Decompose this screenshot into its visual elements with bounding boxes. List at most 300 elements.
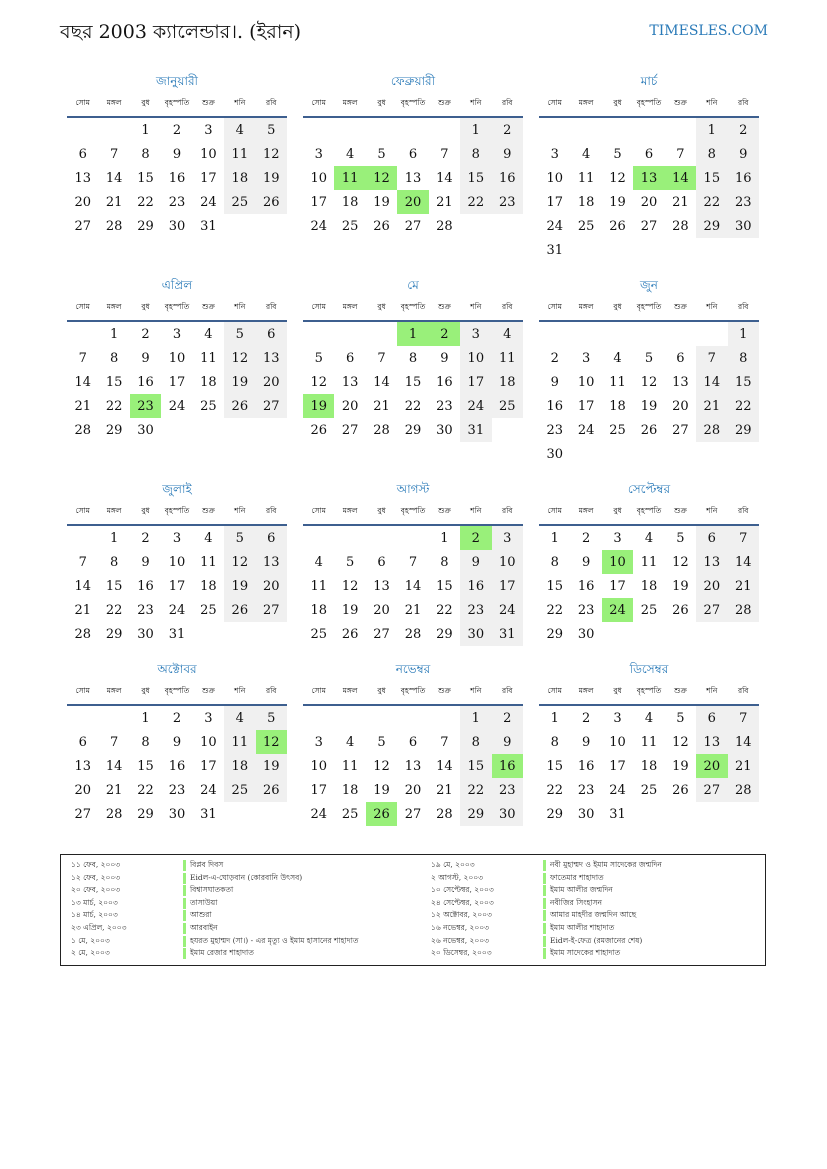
day-cell[interactable]: 15 [105, 374, 123, 390]
day-cell[interactable]: 24 [200, 782, 217, 798]
day-cell[interactable]: 5 [224, 321, 255, 346]
day-cell[interactable]: 16 [137, 578, 154, 594]
holiday-day[interactable]: 24 [602, 598, 633, 622]
day-cell[interactable]: 20 [256, 370, 287, 394]
day-cell[interactable]: 22 [105, 398, 123, 414]
day-cell[interactable]: 30 [168, 806, 186, 822]
day-cell[interactable]: 18 [577, 194, 595, 210]
day-cell[interactable]: 25 [341, 218, 359, 234]
day-cell[interactable]: 1 [440, 530, 449, 546]
day-cell[interactable]: 17 [609, 578, 626, 594]
holiday-day[interactable]: 12 [366, 166, 397, 190]
day-cell[interactable]: 27 [74, 806, 91, 822]
day-cell[interactable]: 6 [644, 146, 654, 162]
day-cell[interactable]: 28 [696, 418, 727, 442]
day-cell[interactable]: 21 [696, 394, 727, 418]
day-cell[interactable]: 4 [204, 326, 213, 342]
day-cell[interactable]: 5 [256, 117, 287, 142]
day-cell[interactable]: 8 [408, 350, 418, 366]
day-cell[interactable]: 9 [492, 142, 523, 166]
day-cell[interactable]: 20 [74, 194, 91, 210]
day-cell[interactable]: 22 [546, 782, 563, 798]
day-cell[interactable]: 23 [460, 598, 491, 622]
day-cell[interactable]: 5 [676, 710, 685, 726]
day-cell[interactable]: 19 [341, 602, 359, 618]
day-cell[interactable]: 29 [696, 214, 727, 238]
day-cell[interactable]: 13 [341, 374, 359, 390]
day-cell[interactable]: 10 [609, 734, 626, 750]
day-cell[interactable]: 31 [609, 806, 626, 822]
day-cell[interactable]: 23 [168, 782, 186, 798]
day-cell[interactable]: 22 [460, 778, 491, 802]
day-cell[interactable]: 18 [200, 578, 217, 594]
day-cell[interactable]: 31 [200, 806, 217, 822]
day-cell[interactable]: 21 [74, 398, 91, 414]
day-cell[interactable]: 30 [577, 806, 595, 822]
day-cell[interactable]: 2 [728, 117, 759, 142]
day-cell[interactable]: 31 [492, 622, 523, 646]
day-cell[interactable]: 15 [404, 374, 422, 390]
day-cell[interactable]: 10 [492, 550, 523, 574]
day-cell[interactable]: 18 [492, 370, 523, 394]
day-cell[interactable]: 1 [550, 530, 559, 546]
day-cell[interactable]: 13 [74, 170, 91, 186]
day-cell[interactable]: 20 [640, 194, 658, 210]
day-cell[interactable]: 3 [314, 734, 323, 750]
day-cell[interactable]: 15 [460, 754, 491, 778]
day-cell[interactable]: 23 [728, 190, 759, 214]
day-cell[interactable]: 15 [546, 758, 563, 774]
day-cell[interactable]: 21 [436, 782, 453, 798]
day-cell[interactable]: 17 [609, 758, 626, 774]
day-cell[interactable]: 31 [546, 242, 563, 258]
day-cell[interactable]: 5 [613, 146, 622, 162]
day-cell[interactable]: 7 [440, 146, 449, 162]
day-cell[interactable]: 16 [577, 758, 595, 774]
day-cell[interactable]: 11 [200, 350, 217, 366]
day-cell[interactable]: 21 [672, 194, 689, 210]
day-cell[interactable]: 12 [310, 374, 327, 390]
day-cell[interactable]: 2 [141, 530, 150, 546]
day-cell[interactable]: 18 [224, 754, 255, 778]
day-cell[interactable]: 8 [141, 734, 150, 750]
day-cell[interactable]: 18 [310, 602, 327, 618]
day-cell[interactable]: 18 [341, 194, 359, 210]
day-cell[interactable]: 6 [256, 321, 287, 346]
day-cell[interactable]: 10 [168, 554, 186, 570]
day-cell[interactable]: 12 [224, 550, 255, 574]
day-cell[interactable]: 1 [109, 530, 119, 546]
day-cell[interactable]: 16 [492, 166, 523, 190]
day-cell[interactable]: 22 [137, 194, 154, 210]
day-cell[interactable]: 4 [224, 705, 255, 730]
day-cell[interactable]: 27 [373, 626, 390, 642]
day-cell[interactable]: 7 [78, 554, 87, 570]
day-cell[interactable]: 9 [172, 146, 182, 162]
day-cell[interactable]: 15 [137, 758, 154, 774]
day-cell[interactable]: 12 [640, 374, 658, 390]
day-cell[interactable]: 21 [404, 602, 422, 618]
day-cell[interactable]: 25 [200, 602, 217, 618]
day-cell[interactable]: 8 [460, 142, 491, 166]
day-cell[interactable]: 20 [696, 574, 727, 598]
day-cell[interactable]: 19 [609, 194, 626, 210]
day-cell[interactable]: 11 [200, 554, 217, 570]
day-cell[interactable]: 23 [436, 398, 453, 414]
day-cell[interactable]: 7 [696, 346, 727, 370]
day-cell[interactable]: 17 [577, 398, 595, 414]
day-cell[interactable]: 16 [546, 398, 563, 414]
day-cell[interactable]: 7 [728, 705, 759, 730]
day-cell[interactable]: 5 [676, 530, 685, 546]
day-cell[interactable]: 10 [310, 170, 327, 186]
day-cell[interactable]: 31 [460, 418, 491, 442]
holiday-day[interactable]: 20 [397, 190, 428, 214]
day-cell[interactable]: 18 [640, 758, 658, 774]
day-cell[interactable]: 28 [728, 778, 759, 802]
day-cell[interactable]: 6 [676, 350, 685, 366]
day-cell[interactable]: 6 [377, 554, 386, 570]
day-cell[interactable]: 22 [696, 190, 727, 214]
day-cell[interactable]: 11 [609, 374, 626, 390]
day-cell[interactable]: 29 [436, 626, 453, 642]
day-cell[interactable]: 9 [550, 374, 559, 390]
day-cell[interactable]: 4 [613, 350, 622, 366]
day-cell[interactable]: 4 [224, 117, 255, 142]
day-cell[interactable]: 13 [672, 374, 689, 390]
day-cell[interactable]: 6 [408, 146, 418, 162]
day-cell[interactable]: 29 [137, 218, 154, 234]
day-cell[interactable]: 8 [696, 142, 727, 166]
day-cell[interactable]: 27 [74, 218, 91, 234]
day-cell[interactable]: 10 [577, 374, 595, 390]
day-cell[interactable]: 5 [644, 350, 654, 366]
day-cell[interactable]: 17 [200, 758, 217, 774]
day-cell[interactable]: 22 [728, 394, 759, 418]
day-cell[interactable]: 30 [728, 214, 759, 238]
day-cell[interactable]: 13 [696, 550, 727, 574]
day-cell[interactable]: 24 [200, 194, 217, 210]
day-cell[interactable]: 17 [460, 370, 491, 394]
day-cell[interactable]: 10 [546, 170, 563, 186]
day-cell[interactable]: 28 [436, 806, 453, 822]
day-cell[interactable]: 28 [74, 422, 91, 438]
day-cell[interactable]: 1 [728, 321, 759, 346]
day-cell[interactable]: 28 [373, 422, 390, 438]
day-cell[interactable]: 21 [436, 194, 453, 210]
day-cell[interactable]: 9 [440, 350, 449, 366]
day-cell[interactable]: 4 [204, 530, 213, 546]
day-cell[interactable]: 19 [373, 782, 390, 798]
day-cell[interactable]: 12 [672, 554, 689, 570]
day-cell[interactable]: 7 [377, 350, 386, 366]
day-cell[interactable]: 2 [141, 326, 150, 342]
day-cell[interactable]: 27 [256, 598, 287, 622]
day-cell[interactable]: 20 [341, 398, 359, 414]
day-cell[interactable]: 28 [404, 626, 422, 642]
day-cell[interactable]: 13 [404, 758, 422, 774]
day-cell[interactable]: 14 [74, 374, 91, 390]
day-cell[interactable]: 11 [224, 730, 255, 754]
day-cell[interactable]: 23 [546, 422, 563, 438]
day-cell[interactable]: 24 [577, 422, 595, 438]
day-cell[interactable]: 2 [492, 705, 523, 730]
day-cell[interactable]: 11 [310, 578, 327, 594]
day-cell[interactable]: 26 [672, 782, 689, 798]
day-cell[interactable]: 11 [224, 142, 255, 166]
day-cell[interactable]: 29 [546, 626, 563, 642]
day-cell[interactable]: 21 [74, 602, 91, 618]
day-cell[interactable]: 23 [137, 602, 154, 618]
holiday-day[interactable]: 1 [397, 321, 428, 346]
day-cell[interactable]: 13 [373, 578, 390, 594]
day-cell[interactable]: 27 [672, 422, 689, 438]
day-cell[interactable]: 9 [492, 730, 523, 754]
day-cell[interactable]: 22 [546, 602, 563, 618]
day-cell[interactable]: 15 [546, 578, 563, 594]
day-cell[interactable]: 13 [696, 730, 727, 754]
holiday-day[interactable]: 12 [256, 730, 287, 754]
day-cell[interactable]: 10 [310, 758, 327, 774]
day-cell[interactable]: 11 [577, 170, 595, 186]
day-cell[interactable]: 4 [345, 146, 355, 162]
day-cell[interactable]: 9 [460, 550, 491, 574]
day-cell[interactable]: 23 [168, 194, 186, 210]
day-cell[interactable]: 22 [460, 190, 491, 214]
day-cell[interactable]: 12 [373, 758, 390, 774]
day-cell[interactable]: 24 [492, 598, 523, 622]
day-cell[interactable]: 30 [436, 422, 453, 438]
day-cell[interactable]: 27 [256, 394, 287, 418]
day-cell[interactable]: 1 [550, 710, 559, 726]
day-cell[interactable]: 13 [256, 550, 287, 574]
day-cell[interactable]: 16 [728, 166, 759, 190]
day-cell[interactable]: 17 [200, 170, 217, 186]
day-cell[interactable]: 15 [137, 170, 154, 186]
day-cell[interactable]: 5 [314, 350, 323, 366]
day-cell[interactable]: 30 [460, 622, 491, 646]
day-cell[interactable]: 3 [204, 710, 213, 726]
day-cell[interactable]: 10 [168, 350, 186, 366]
day-cell[interactable]: 1 [460, 705, 491, 730]
day-cell[interactable]: 6 [78, 146, 87, 162]
day-cell[interactable]: 1 [141, 710, 150, 726]
day-cell[interactable]: 10 [200, 146, 217, 162]
day-cell[interactable]: 28 [436, 218, 453, 234]
day-cell[interactable]: 2 [581, 530, 591, 546]
day-cell[interactable]: 19 [224, 370, 255, 394]
day-cell[interactable]: 8 [109, 554, 119, 570]
day-cell[interactable]: 14 [373, 374, 390, 390]
day-cell[interactable]: 3 [492, 525, 523, 550]
day-cell[interactable]: 21 [373, 398, 390, 414]
day-cell[interactable]: 26 [373, 218, 390, 234]
day-cell[interactable]: 24 [546, 218, 563, 234]
day-cell[interactable]: 29 [105, 422, 123, 438]
day-cell[interactable]: 29 [546, 806, 563, 822]
day-cell[interactable]: 10 [200, 734, 217, 750]
day-cell[interactable]: 14 [696, 370, 727, 394]
day-cell[interactable]: 6 [408, 734, 418, 750]
day-cell[interactable]: 20 [74, 782, 91, 798]
day-cell[interactable]: 22 [404, 398, 422, 414]
day-cell[interactable]: 1 [141, 122, 150, 138]
day-cell[interactable]: 13 [74, 758, 91, 774]
day-cell[interactable]: 22 [436, 602, 453, 618]
day-cell[interactable]: 27 [696, 778, 727, 802]
holiday-day[interactable]: 13 [633, 166, 664, 190]
day-cell[interactable]: 7 [728, 525, 759, 550]
day-cell[interactable]: 11 [492, 346, 523, 370]
day-cell[interactable]: 4 [644, 710, 654, 726]
day-cell[interactable]: 16 [460, 574, 491, 598]
day-cell[interactable]: 3 [204, 122, 213, 138]
day-cell[interactable]: 8 [440, 554, 449, 570]
day-cell[interactable]: 17 [546, 194, 563, 210]
day-cell[interactable]: 3 [613, 710, 622, 726]
day-cell[interactable]: 20 [672, 398, 689, 414]
day-cell[interactable]: 25 [341, 806, 359, 822]
day-cell[interactable]: 22 [137, 782, 154, 798]
day-cell[interactable]: 19 [373, 194, 390, 210]
holiday-day[interactable]: 16 [492, 754, 523, 778]
day-cell[interactable]: 1 [460, 117, 491, 142]
day-cell[interactable]: 7 [676, 146, 685, 162]
day-cell[interactable]: 2 [172, 122, 182, 138]
day-cell[interactable]: 14 [105, 170, 123, 186]
day-cell[interactable]: 26 [609, 218, 626, 234]
day-cell[interactable]: 25 [224, 778, 255, 802]
day-cell[interactable]: 12 [256, 142, 287, 166]
day-cell[interactable]: 17 [310, 194, 327, 210]
day-cell[interactable]: 26 [341, 626, 359, 642]
day-cell[interactable]: 17 [168, 374, 186, 390]
day-cell[interactable]: 3 [172, 530, 182, 546]
day-cell[interactable]: 1 [109, 326, 119, 342]
day-cell[interactable]: 16 [436, 374, 453, 390]
day-cell[interactable]: 4 [314, 554, 323, 570]
holiday-day[interactable]: 2 [460, 525, 491, 550]
day-cell[interactable]: 8 [460, 730, 491, 754]
day-cell[interactable]: 7 [109, 146, 119, 162]
day-cell[interactable]: 20 [373, 602, 390, 618]
day-cell[interactable]: 19 [672, 758, 689, 774]
day-cell[interactable]: 28 [74, 626, 91, 642]
day-cell[interactable]: 3 [460, 321, 491, 346]
day-cell[interactable]: 10 [460, 346, 491, 370]
day-cell[interactable]: 14 [404, 578, 422, 594]
day-cell[interactable]: 8 [550, 554, 559, 570]
day-cell[interactable]: 17 [168, 578, 186, 594]
day-cell[interactable]: 19 [672, 578, 689, 594]
holiday-day[interactable]: 26 [366, 802, 397, 826]
day-cell[interactable]: 3 [172, 326, 182, 342]
day-cell[interactable]: 25 [640, 782, 658, 798]
day-cell[interactable]: 23 [492, 190, 523, 214]
holiday-day[interactable]: 2 [429, 321, 460, 346]
day-cell[interactable]: 25 [609, 422, 626, 438]
day-cell[interactable]: 29 [404, 422, 422, 438]
day-cell[interactable]: 25 [200, 398, 217, 414]
day-cell[interactable]: 27 [404, 218, 422, 234]
day-cell[interactable]: 12 [341, 578, 359, 594]
day-cell[interactable]: 15 [460, 166, 491, 190]
day-cell[interactable]: 5 [345, 554, 355, 570]
day-cell[interactable]: 29 [728, 418, 759, 442]
day-cell[interactable]: 14 [436, 170, 453, 186]
day-cell[interactable]: 13 [256, 346, 287, 370]
day-cell[interactable]: 12 [672, 734, 689, 750]
day-cell[interactable]: 11 [640, 554, 658, 570]
day-cell[interactable]: 9 [172, 734, 182, 750]
day-cell[interactable]: 20 [256, 574, 287, 598]
day-cell[interactable]: 24 [310, 806, 327, 822]
day-cell[interactable]: 1 [696, 117, 727, 142]
day-cell[interactable]: 24 [460, 394, 491, 418]
day-cell[interactable]: 4 [492, 321, 523, 346]
day-cell[interactable]: 9 [141, 350, 150, 366]
day-cell[interactable]: 2 [172, 710, 182, 726]
day-cell[interactable]: 20 [404, 782, 422, 798]
day-cell[interactable]: 22 [105, 602, 123, 618]
day-cell[interactable]: 19 [640, 398, 658, 414]
day-cell[interactable]: 17 [310, 782, 327, 798]
day-cell[interactable]: 5 [377, 146, 386, 162]
day-cell[interactable]: 17 [492, 574, 523, 598]
day-cell[interactable]: 31 [200, 218, 217, 234]
day-cell[interactable]: 25 [492, 394, 523, 418]
day-cell[interactable]: 14 [436, 758, 453, 774]
day-cell[interactable]: 9 [141, 554, 150, 570]
day-cell[interactable]: 9 [728, 142, 759, 166]
day-cell[interactable]: 4 [345, 734, 355, 750]
day-cell[interactable]: 28 [105, 806, 123, 822]
day-cell[interactable]: 27 [404, 806, 422, 822]
day-cell[interactable]: 26 [224, 598, 255, 622]
holiday-day[interactable]: 19 [303, 394, 334, 418]
holiday-day[interactable]: 23 [130, 394, 161, 418]
day-cell[interactable]: 18 [224, 166, 255, 190]
day-cell[interactable]: 18 [640, 578, 658, 594]
day-cell[interactable]: 26 [672, 602, 689, 618]
day-cell[interactable]: 26 [310, 422, 327, 438]
day-cell[interactable]: 2 [581, 710, 591, 726]
day-cell[interactable]: 12 [609, 170, 626, 186]
day-cell[interactable]: 26 [256, 190, 287, 214]
day-cell[interactable]: 24 [168, 602, 186, 618]
day-cell[interactable]: 23 [577, 602, 595, 618]
day-cell[interactable]: 25 [310, 626, 327, 642]
holiday-day[interactable]: 10 [602, 550, 633, 574]
day-cell[interactable]: 15 [728, 370, 759, 394]
day-cell[interactable]: 14 [74, 578, 91, 594]
day-cell[interactable]: 26 [640, 422, 658, 438]
day-cell[interactable]: 24 [609, 782, 626, 798]
day-cell[interactable]: 5 [256, 705, 287, 730]
day-cell[interactable]: 19 [256, 166, 287, 190]
day-cell[interactable]: 23 [492, 778, 523, 802]
day-cell[interactable]: 4 [644, 530, 654, 546]
day-cell[interactable]: 31 [168, 626, 186, 642]
day-cell[interactable]: 9 [581, 734, 591, 750]
day-cell[interactable]: 12 [224, 346, 255, 370]
day-cell[interactable]: 2 [492, 117, 523, 142]
day-cell[interactable]: 7 [408, 554, 418, 570]
day-cell[interactable]: 4 [581, 146, 591, 162]
day-cell[interactable]: 26 [224, 394, 255, 418]
day-cell[interactable]: 24 [310, 218, 327, 234]
holiday-day[interactable]: 20 [696, 754, 727, 778]
